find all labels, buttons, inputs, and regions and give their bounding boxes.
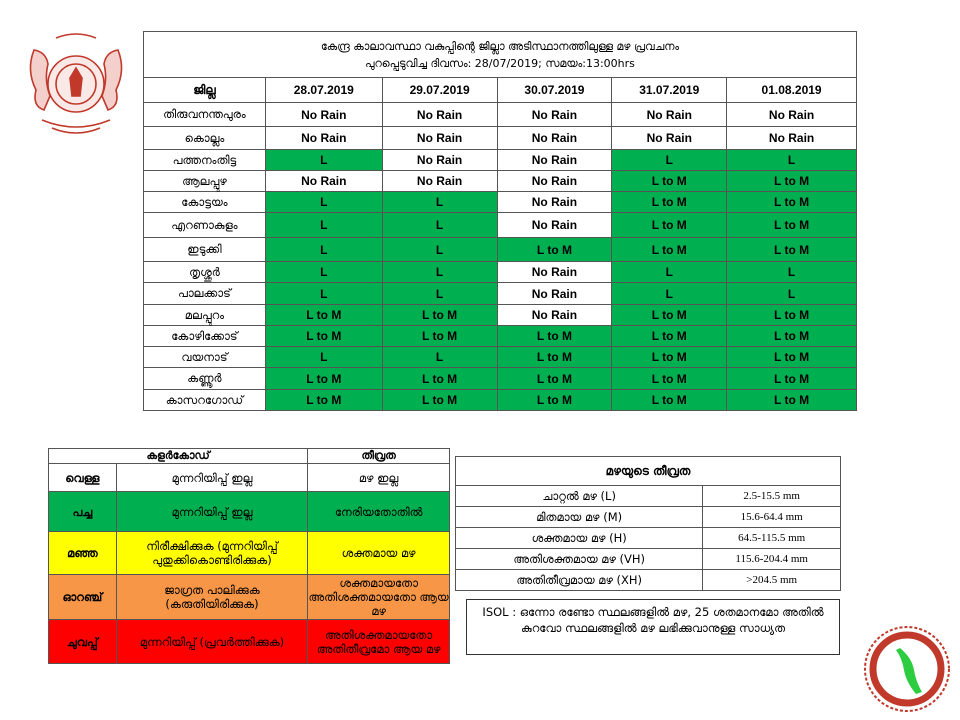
forecast-cell: L: [612, 150, 727, 171]
forecast-cell: No Rain: [497, 262, 612, 283]
color-code-legend: [48, 448, 450, 664]
legend-intensity-header: തീവ്രത: [308, 449, 450, 464]
legend-colorcode-header: കളർകോഡ്: [49, 449, 308, 464]
legend-intensity: ശക്തമായ മഴ: [308, 532, 450, 575]
intensity-range: 15.6-64.4 mm: [703, 507, 841, 528]
legend-warning: നിരീക്ഷിക്കുക (മുന്നറിയിപ്പ് പുതുക്കികൊണ്ടിരിക്കുക): [116, 532, 307, 575]
forecast-cell: L to M: [727, 171, 857, 192]
forecast-row: [144, 390, 857, 411]
forecast-cell: L to M: [727, 390, 857, 411]
disaster-management-logo-icon: [862, 624, 952, 714]
forecast-row: [144, 283, 857, 305]
forecast-row: [144, 347, 857, 368]
forecast-row: [144, 103, 857, 127]
forecast-cell: L: [265, 283, 382, 305]
intensity-name: ചാറ്റൽ മഴ (L): [456, 486, 703, 507]
forecast-cell: L to M: [497, 347, 612, 368]
forecast-title-cell: [144, 32, 857, 78]
forecast-cell: L to M: [382, 305, 497, 326]
legend-warning: മുന്നറിയിപ്പ് ഇല്ല: [116, 492, 307, 532]
rain-intensity-table: [455, 456, 841, 591]
forecast-cell: No Rain: [497, 103, 612, 127]
legend-intensity: ശക്തമായതോ അതിശക്തമായതോ ആയ മഴ: [308, 576, 449, 618]
forecast-row: [144, 238, 857, 262]
forecast-cell: L: [382, 262, 497, 283]
forecast-row: [144, 326, 857, 347]
forecast-cell: L: [265, 238, 382, 262]
legend-intensity: മഴ ഇല്ല: [308, 464, 450, 492]
district-name: കൊല്ലം: [144, 127, 266, 150]
forecast-cell: No Rain: [497, 305, 612, 326]
issue-info: പുറപ്പെടുവിച്ച ദിവസം: 28/07/2019; സമയം:13:00hrs: [365, 56, 635, 70]
forecast-cell: L to M: [497, 368, 612, 390]
forecast-cell: L: [612, 283, 727, 305]
forecast-cell: No Rain: [497, 127, 612, 150]
legend-warning: മുന്നറിയിപ്പ് (പ്രവർത്തിക്കുക): [116, 620, 307, 664]
district-name: ഇടുക്കി: [144, 238, 266, 262]
legend-intensity: അതിശക്തമായതോ അതിതീവ്രമോ ആയ മഴ: [308, 620, 450, 664]
forecast-row: [144, 171, 857, 192]
legend-color-name: പച്ച: [49, 492, 117, 532]
intensity-range: 2.5-15.5 mm: [703, 486, 841, 507]
forecast-table: [143, 31, 857, 411]
forecast-cell: L to M: [382, 326, 497, 347]
forecast-cell: No Rain: [497, 192, 612, 213]
forecast-cell: L: [265, 213, 382, 238]
forecast-cell: No Rain: [382, 150, 497, 171]
forecast-cell: No Rain: [727, 103, 857, 127]
intensity-name: ശക്തമായ മഴ (H): [456, 528, 703, 549]
legend-color-name: ചുവപ്പ്: [49, 620, 117, 664]
legend-intensity: നേരിയതോതിൽ: [308, 492, 450, 532]
forecast-cell: No Rain: [382, 127, 497, 150]
forecast-cell: No Rain: [497, 213, 612, 238]
forecast-cell: L to M: [727, 368, 857, 390]
intensity-name: അതിശക്തമായ മഴ (VH): [456, 549, 703, 570]
forecast-cell: L: [727, 262, 857, 283]
forecast-cell: L to M: [382, 390, 497, 411]
intensity-range: 115.6-204.4 mm: [703, 549, 841, 570]
forecast-cell: L: [265, 150, 382, 171]
date-header: 28.07.2019: [265, 78, 382, 103]
forecast-cell: L to M: [612, 238, 727, 262]
district-name: കോഴിക്കോട്: [144, 326, 266, 347]
forecast-cell: L to M: [265, 368, 382, 390]
legend-color-name: ഓറഞ്ച്: [49, 575, 117, 620]
intensity-range: 64.5-115.5 mm: [703, 528, 841, 549]
forecast-cell: L to M: [612, 213, 727, 238]
kerala-emblem-icon: [22, 30, 130, 142]
legend-warning: മുന്നറിയിപ്പ് ഇല്ല: [116, 464, 307, 492]
forecast-cell: L to M: [382, 368, 497, 390]
legend-color-name: മഞ്ഞ: [49, 532, 117, 575]
forecast-row: [144, 262, 857, 283]
forecast-cell: No Rain: [265, 127, 382, 150]
forecast-cell: L to M: [612, 390, 727, 411]
forecast-cell: L: [727, 283, 857, 305]
forecast-cell: L: [382, 192, 497, 213]
forecast-cell: L: [382, 213, 497, 238]
date-header: 31.07.2019: [612, 78, 727, 103]
intensity-name: മിതമായ മഴ (M): [456, 507, 703, 528]
forecast-cell: No Rain: [727, 127, 857, 150]
forecast-cell: L to M: [727, 213, 857, 238]
district-name: എറണാകുളം: [144, 213, 266, 238]
forecast-cell: No Rain: [382, 171, 497, 192]
forecast-cell: L to M: [265, 305, 382, 326]
forecast-cell: L: [265, 192, 382, 213]
district-name: കാസറഗോഡ്: [144, 390, 266, 411]
forecast-cell: L: [265, 262, 382, 283]
forecast-cell: L: [727, 150, 857, 171]
forecast-cell: L to M: [727, 192, 857, 213]
forecast-cell: L to M: [612, 368, 727, 390]
forecast-cell: L: [382, 238, 497, 262]
district-header: ജില്ല: [144, 78, 266, 103]
district-name: പത്തനംതിട്ട: [144, 150, 266, 171]
forecast-cell: L: [382, 283, 497, 305]
forecast-cell: L to M: [727, 347, 857, 368]
date-header: 29.07.2019: [382, 78, 497, 103]
forecast-cell: No Rain: [265, 103, 382, 127]
intensity-name: അതിതീവ്രമായ മഴ (XH): [456, 570, 703, 591]
forecast-cell: L to M: [612, 326, 727, 347]
district-name: വയനാട്: [144, 347, 266, 368]
forecast-cell: No Rain: [497, 283, 612, 305]
legend-warning: ജാഗ്രത പാലിക്കുക (കരുതിയിരിക്കുക): [116, 575, 307, 620]
isol-note: ISOL : ഒന്നോ രണ്ടോ സ്ഥലങ്ങളിൽ മഴ, 25 ശതമാനമോ അതിൽ കുറവോ സ്ഥലങ്ങളിൽ മഴ ലഭിക്കുവാനുള്ള സാധ്യത: [466, 599, 840, 655]
forecast-cell: L: [265, 347, 382, 368]
forecast-row: [144, 150, 857, 171]
forecast-cell: L to M: [727, 305, 857, 326]
date-header: 30.07.2019: [497, 78, 612, 103]
forecast-cell: L to M: [612, 192, 727, 213]
district-name: കണ്ണൂർ: [144, 368, 266, 390]
district-name: പാലക്കാട്: [144, 283, 266, 305]
forecast-row: [144, 213, 857, 238]
district-name: മലപ്പുറം: [144, 305, 266, 326]
forecast-cell: L to M: [612, 305, 727, 326]
page-title: കേന്ദ്ര കാലാവസ്ഥാ വകുപ്പിന്റെ ജില്ലാ അടിസ്ഥാനത്തിലുള്ള മഴ പ്രവചനം: [320, 39, 680, 53]
forecast-cell: No Rain: [612, 103, 727, 127]
forecast-row: [144, 305, 857, 326]
forecast-cell: No Rain: [497, 171, 612, 192]
forecast-row: [144, 127, 857, 150]
forecast-row: [144, 368, 857, 390]
forecast-cell: No Rain: [497, 150, 612, 171]
forecast-cell: L: [382, 347, 497, 368]
forecast-cell: L to M: [612, 347, 727, 368]
forecast-cell: L to M: [497, 238, 612, 262]
forecast-cell: No Rain: [265, 171, 382, 192]
forecast-cell: L to M: [265, 390, 382, 411]
forecast-cell: L to M: [727, 238, 857, 262]
forecast-row: [144, 192, 857, 213]
intensity-title: മഴയുടെ തീവ്രത: [456, 457, 841, 486]
forecast-cell: L to M: [497, 326, 612, 347]
forecast-cell: L to M: [727, 326, 857, 347]
forecast-cell: L: [612, 262, 727, 283]
forecast-cell: No Rain: [612, 127, 727, 150]
intensity-range: >204.5 mm: [703, 570, 841, 591]
date-header: 01.08.2019: [727, 78, 857, 103]
legend-color-name: വെള്ള: [49, 464, 117, 492]
district-name: ആലപ്പുഴ: [144, 171, 266, 192]
district-name: കോട്ടയം: [144, 192, 266, 213]
forecast-cell: L to M: [497, 390, 612, 411]
district-name: തൃശ്ശൂർ: [144, 262, 266, 283]
forecast-cell: No Rain: [382, 103, 497, 127]
district-name: തിരുവനന്തപുരം: [144, 103, 266, 127]
forecast-cell: L to M: [612, 171, 727, 192]
forecast-cell: L to M: [265, 326, 382, 347]
